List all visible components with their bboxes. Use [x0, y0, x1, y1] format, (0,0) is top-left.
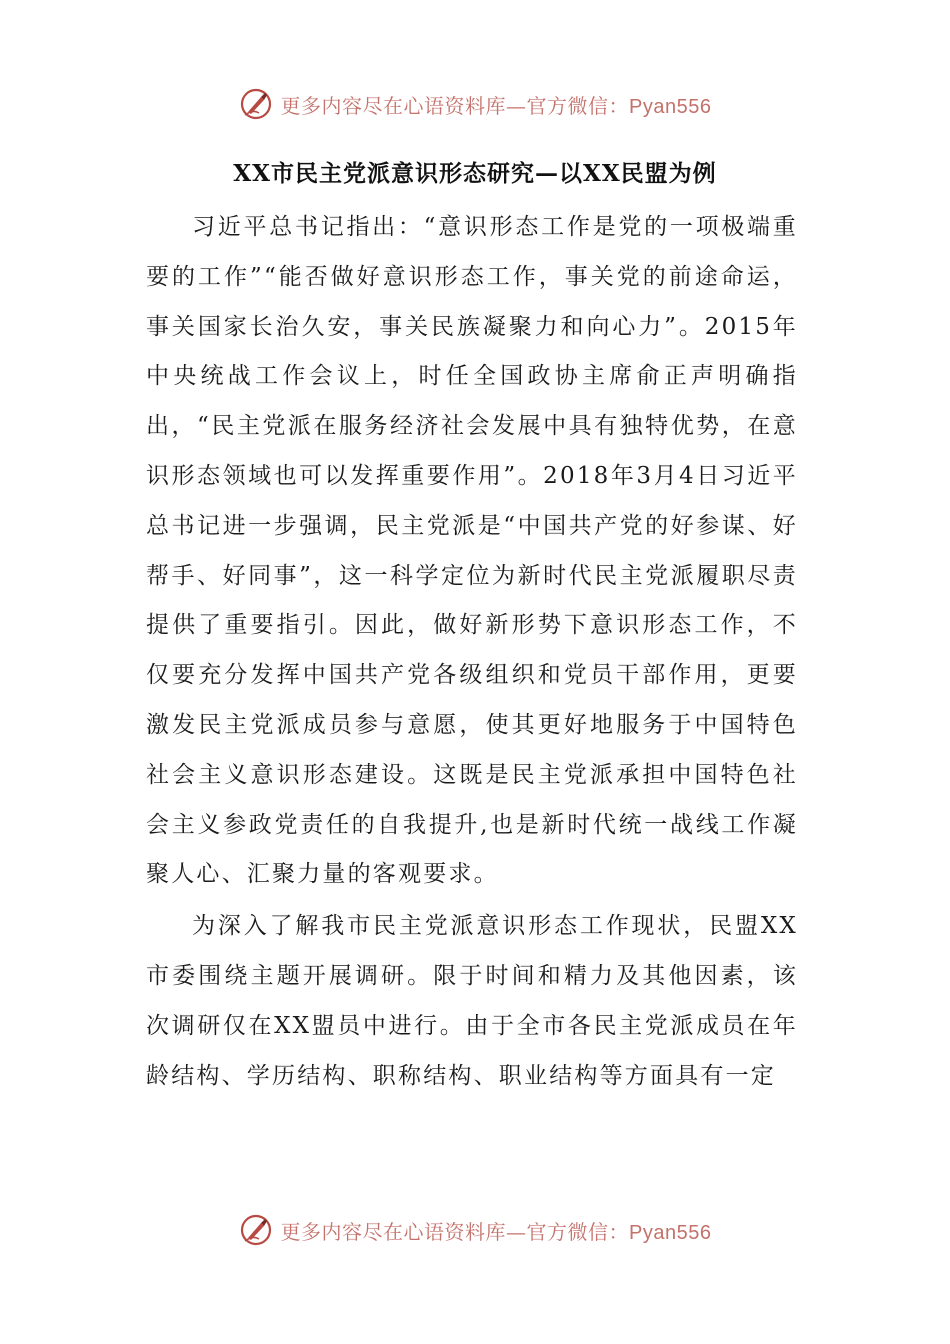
- document-body: [146, 203, 798, 1103]
- pen-logo-icon: [239, 1213, 273, 1247]
- paragraph-2: 为深入了解我市民主党派意识形态工作现状，民盟XX市委围绕主题开展调研。限于时间和精力及其他因素，该次调研仅在XX盟员中进行。由于全市各民主党派成员在年龄结构、学历结构、职称结构、职业结构等方面具有一定: [146, 913, 798, 1089]
- wechat-id: Pyan556: [629, 1221, 712, 1244]
- document-title: XX市民主党派意识形态研究—以XX民盟为例: [233, 160, 717, 187]
- wechat-id: Pyan556: [629, 95, 712, 118]
- banner-text: 更多内容尽在心语资料库—官方微信：Pyan556: [280, 1219, 712, 1244]
- footer-banner: [0, 1208, 950, 1252]
- pen-logo-icon: [239, 87, 273, 121]
- header-banner: [0, 82, 950, 126]
- banner-text: 更多内容尽在心语资料库—官方微信：Pyan556: [280, 93, 712, 118]
- paragraph-1: 习近平总书记指出：“意识形态工作是党的一项极端重要的工作”“能否做好意识形态工作，事关党的前途命运，事关国家长治久安，事关民族凝聚力和向心力”。2015年中央统战工作会议上，时任全国政协主席俞正声明确指出，“民主党派在服务经济社会发展中具有独特优势，在意识形态领域也可以发挥重要作用”。2018年3月4日习近平总书记进一步强调，民主党派是“中国共产党的好参谋、好帮手、好同事”，这一科学定位为新时代民主党派履职尽责提供了重要指引。因此，做好新形势下意识形态工作，不仅要充分发挥中国共产党各级组织和党员干部作用，更要激发民主党派成员参与意愿，使其更好地服务于中国特色社会主义意识形态建设。这既是民主党派承担中国特色社会主义参政党责任的自我提升,也是新时代统一战线工作凝聚人心、汇聚力量的客观要求。: [146, 214, 798, 888]
